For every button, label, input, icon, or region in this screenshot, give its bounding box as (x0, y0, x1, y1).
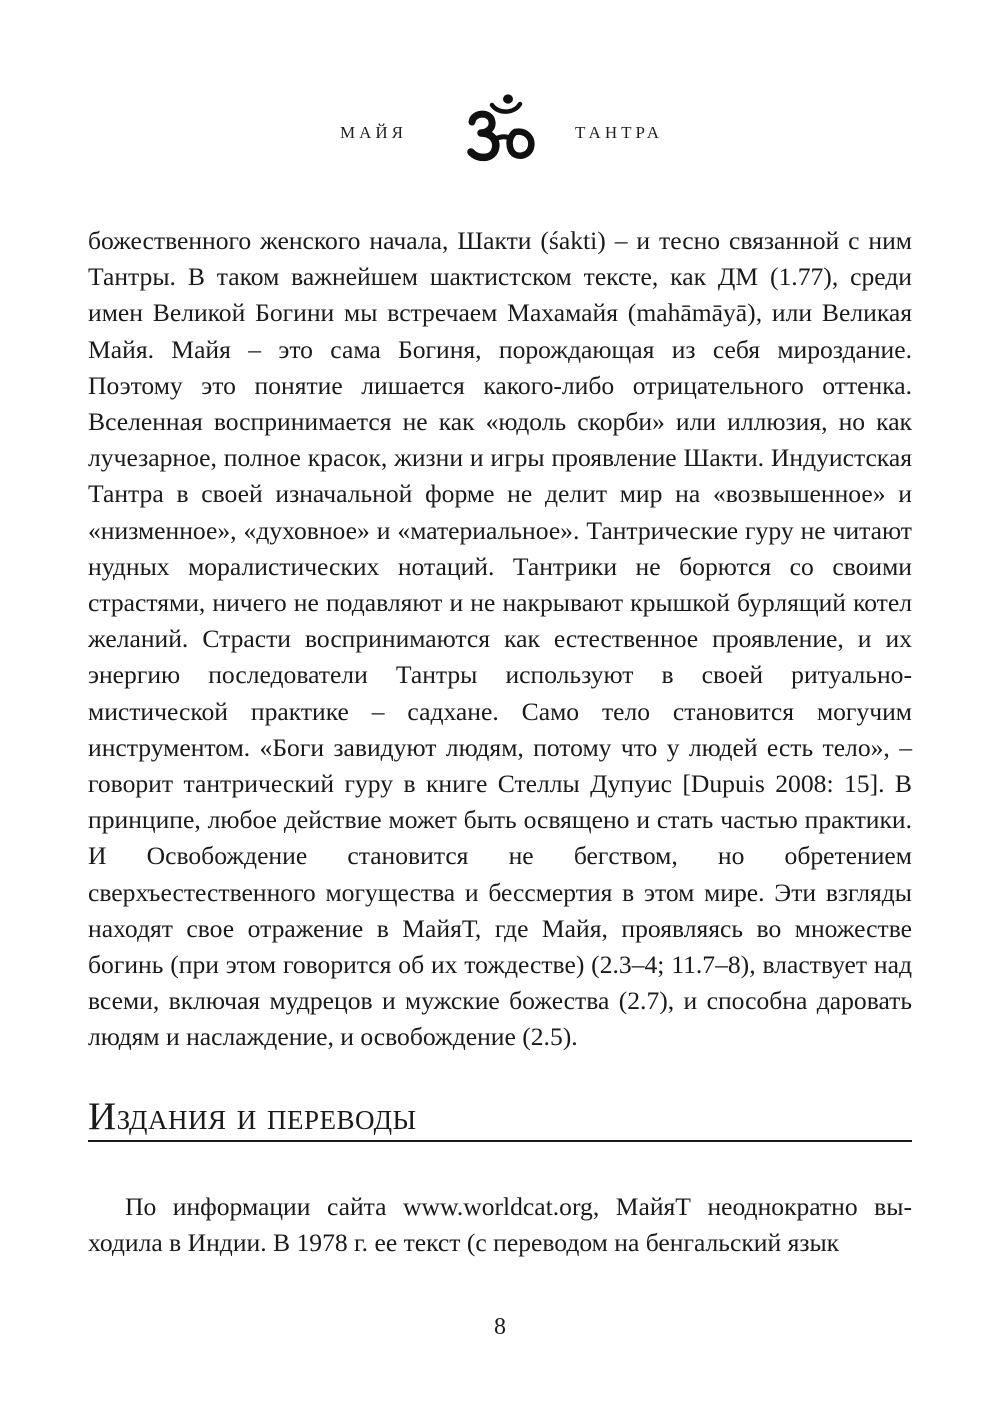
running-header-right: ТАНТРА (575, 123, 664, 142)
om-icon (462, 92, 542, 168)
body-text (88, 223, 912, 1056)
section-title: Издания и переводы (88, 1095, 417, 1138)
page-number: 8 (494, 1314, 506, 1340)
body-text-continued (88, 1189, 912, 1261)
running-header-left: МАЙЯ (340, 123, 408, 142)
section-heading (88, 1094, 912, 1142)
paragraph: По информации сайта www.worldcat.org, МайяТ неоднократно выходила в Индии. В 1978 г. ее текст (с переводом на бенгальский язык (88, 1192, 912, 1258)
paragraph: божественного женского начала, Шакти (śakti) – и тесно связанной с ним Тантры. В таком важнейшем шактистском тексте, как ДМ (1.77), среди имен Великой Богини мы встречаем Махамайя (mahāmāyā), или Великая Майя. Майя – это сама Богиня, порождающая из себя мироздание. Поэтому это понятие лишается какого-либо отрицательного оттенка. Вселенная воспринимается не как «юдоль скорби» или иллюзия, но как лучезарное, полное красок, жизни и игры проявление Шакти. Индуистская Тантра в своей изначальной форме не делит мир на «возвышенное» и «низменное», «духовное» и «материальное». Тантрические гуру не читают нудных моралистических нотаций. Тантрики не борются со своими страстями, ничего не подавляют и не накрывают крышкой бурлящий котел желаний. Страсти воспринимаются как естественное проявление, и их энергию последователи Тантры используют в своей ритуально-мистической практике – садхане. Само тело становится могучим инструментом. «Боги завидуют людям, потому что у людей есть тело», – говорит тантрический гуру в книге Стеллы Дупуис [Dupuis 2008: 15]. В принципе, любое действие может быть освящено и стать частью практики. И Освобождение становится не бегством, но обретением сверхъестественного могущества и бессмертия в этом мире. Эти взгляды находят свое отражение в МайяТ, где Майя, проявляясь во множестве богинь (при этом говорится об их тождестве) (2.3–4; 11.7–8), властвует над всеми, включая мудрецов и мужские божества (2.7), и способна даровать людям и наслаждение, и освобождение (2.5). (88, 226, 912, 1052)
running-header (0, 92, 1000, 172)
